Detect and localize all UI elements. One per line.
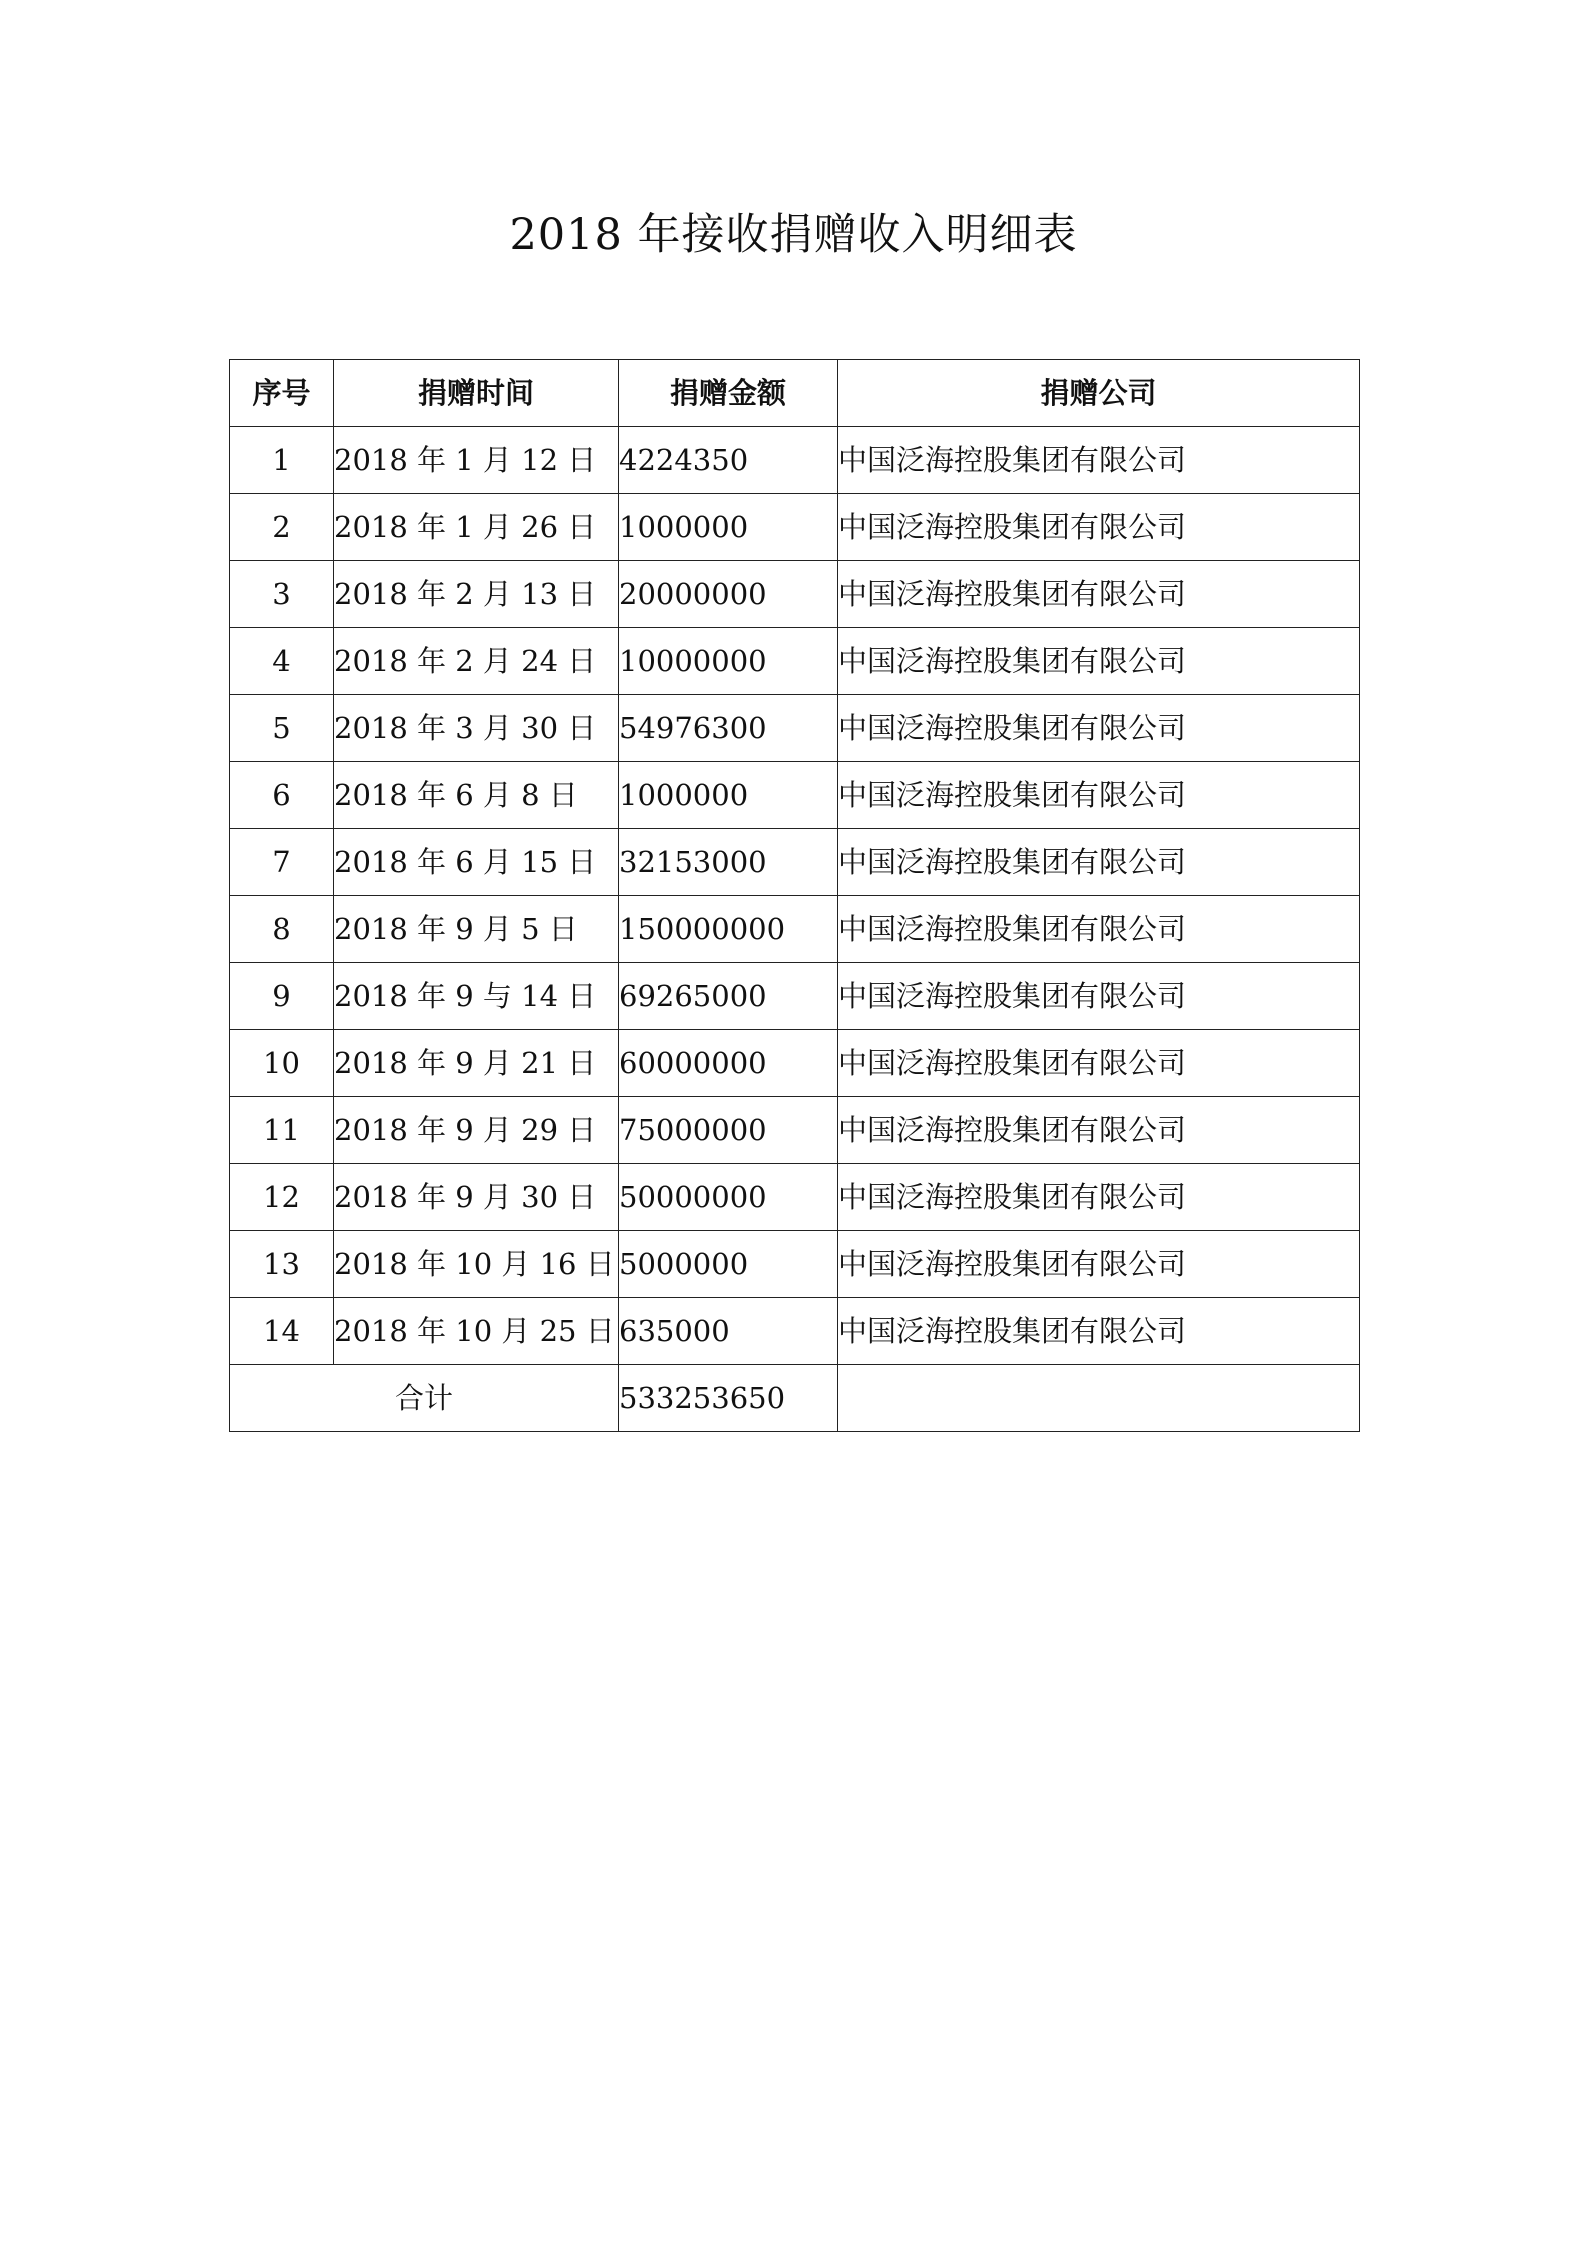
cell-amount: 20000000 [619, 561, 838, 628]
cell-no: 10 [230, 1030, 334, 1097]
cell-company: 中国泛海控股集团有限公司 [838, 762, 1360, 829]
cell-no: 1 [230, 427, 334, 494]
total-company [838, 1365, 1360, 1432]
cell-no: 4 [230, 628, 334, 695]
cell-no: 7 [230, 829, 334, 896]
cell-no: 13 [230, 1231, 334, 1298]
cell-company: 中国泛海控股集团有限公司 [838, 896, 1360, 963]
table-row [230, 1030, 1360, 1097]
cell-amount: 1000000 [619, 762, 838, 829]
table-row [230, 896, 1360, 963]
page-title: 2018 年接收捐赠收入明细表 [509, 210, 1078, 260]
header-no: 序号 [230, 360, 334, 427]
cell-company: 中国泛海控股集团有限公司 [838, 1097, 1360, 1164]
header-company: 捐赠公司 [838, 360, 1360, 427]
cell-date: 2018 年 3 月 30 日 [334, 695, 619, 762]
cell-amount: 69265000 [619, 963, 838, 1030]
header-date: 捐赠时间 [334, 360, 619, 427]
cell-date: 2018 年 1 月 12 日 [334, 427, 619, 494]
table-row [230, 494, 1360, 561]
cell-date: 2018 年 9 月 21 日 [334, 1030, 619, 1097]
cell-company: 中国泛海控股集团有限公司 [838, 829, 1360, 896]
cell-no: 2 [230, 494, 334, 561]
cell-company: 中国泛海控股集团有限公司 [838, 963, 1360, 1030]
cell-amount: 54976300 [619, 695, 838, 762]
cell-date: 2018 年 9 与 14 日 [334, 963, 619, 1030]
cell-amount: 635000 [619, 1298, 838, 1365]
table-row [230, 1097, 1360, 1164]
header-amount: 捐赠金额 [619, 360, 838, 427]
cell-date: 2018 年 9 月 30 日 [334, 1164, 619, 1231]
table-row [230, 1298, 1360, 1365]
table-row [230, 427, 1360, 494]
cell-company: 中国泛海控股集团有限公司 [838, 427, 1360, 494]
table-row [230, 1231, 1360, 1298]
total-label: 合计 [230, 1365, 619, 1432]
cell-company: 中国泛海控股集团有限公司 [838, 1164, 1360, 1231]
cell-amount: 60000000 [619, 1030, 838, 1097]
cell-date: 2018 年 9 月 29 日 [334, 1097, 619, 1164]
cell-date: 2018 年 9 月 5 日 [334, 896, 619, 963]
cell-date: 2018 年 6 月 15 日 [334, 829, 619, 896]
cell-date: 2018 年 10 月 16 日 [334, 1231, 619, 1298]
table-row [230, 762, 1360, 829]
cell-company: 中国泛海控股集团有限公司 [838, 1231, 1360, 1298]
cell-amount: 4224350 [619, 427, 838, 494]
cell-no: 8 [230, 896, 334, 963]
cell-company: 中国泛海控股集团有限公司 [838, 695, 1360, 762]
cell-amount: 10000000 [619, 628, 838, 695]
cell-amount: 50000000 [619, 1164, 838, 1231]
cell-amount: 75000000 [619, 1097, 838, 1164]
total-amount: 533253650 [619, 1365, 838, 1432]
cell-amount: 5000000 [619, 1231, 838, 1298]
table-row [230, 695, 1360, 762]
table-header-row [230, 360, 1360, 427]
cell-no: 14 [230, 1298, 334, 1365]
cell-amount: 1000000 [619, 494, 838, 561]
cell-no: 12 [230, 1164, 334, 1231]
table-row [230, 561, 1360, 628]
total-row [230, 1365, 1360, 1432]
cell-no: 11 [230, 1097, 334, 1164]
cell-company: 中国泛海控股集团有限公司 [838, 628, 1360, 695]
cell-no: 5 [230, 695, 334, 762]
donation-table [229, 359, 1360, 1432]
table-row [230, 1164, 1360, 1231]
cell-date: 2018 年 10 月 25 日 [334, 1298, 619, 1365]
cell-company: 中国泛海控股集团有限公司 [838, 561, 1360, 628]
table-row [230, 628, 1360, 695]
cell-company: 中国泛海控股集团有限公司 [838, 1298, 1360, 1365]
table-row [230, 963, 1360, 1030]
cell-no: 9 [230, 963, 334, 1030]
cell-amount: 32153000 [619, 829, 838, 896]
cell-company: 中国泛海控股集团有限公司 [838, 494, 1360, 561]
cell-date: 2018 年 1 月 26 日 [334, 494, 619, 561]
cell-no: 3 [230, 561, 334, 628]
cell-date: 2018 年 2 月 24 日 [334, 628, 619, 695]
cell-no: 6 [230, 762, 334, 829]
cell-company: 中国泛海控股集团有限公司 [838, 1030, 1360, 1097]
cell-date: 2018 年 6 月 8 日 [334, 762, 619, 829]
cell-amount: 150000000 [619, 896, 838, 963]
table-row [230, 829, 1360, 896]
cell-date: 2018 年 2 月 13 日 [334, 561, 619, 628]
